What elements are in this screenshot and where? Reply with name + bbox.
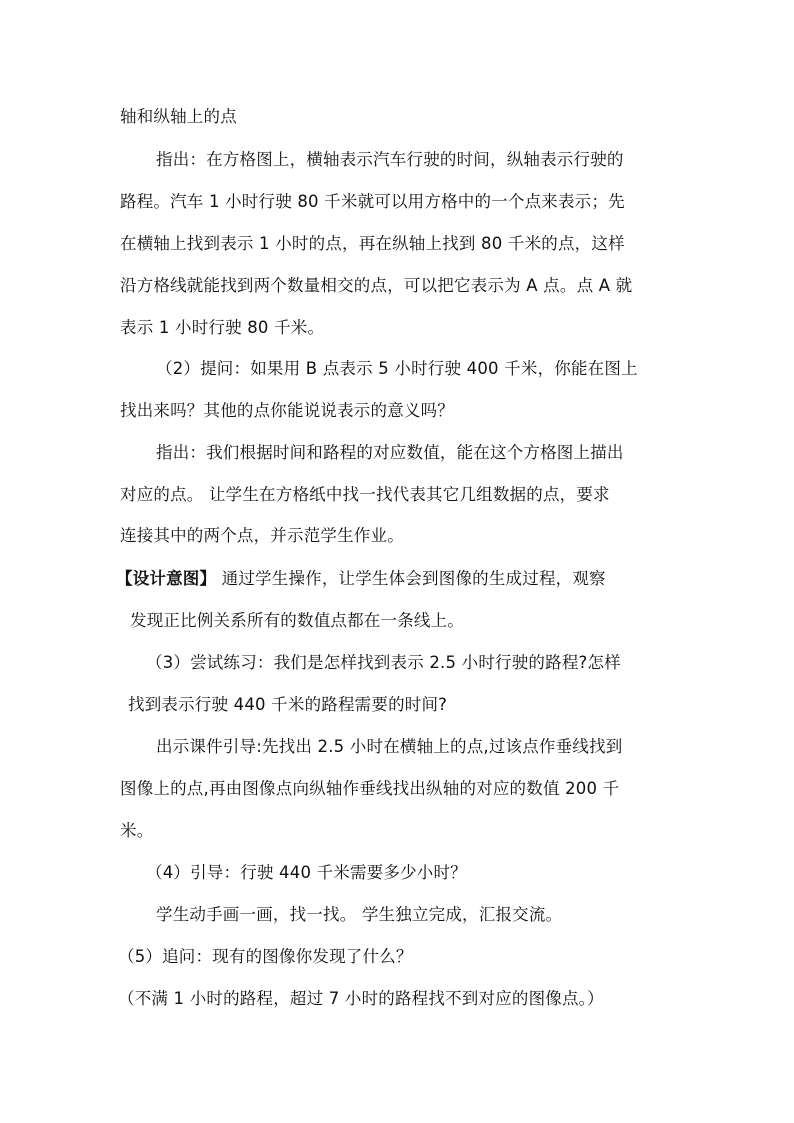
text-line-15: 找到表示行驶 440 千米的路程需要的时间? — [128, 695, 448, 714]
design-intent-line — [116, 568, 696, 590]
text-line-13: 发现正比例关系所有的数值点都在一条线上。 — [130, 611, 464, 630]
text-line-18: 米。 — [120, 821, 154, 840]
text-line-1: 轴和纵轴上的点 — [120, 107, 237, 126]
text-line-4: 在横轴上找到表示 1 小时的点，再在纵轴上找到 80 千米的点，这样 — [120, 234, 625, 253]
text-line-19: （4）引导：行驶 440 千米需要多少小时？ — [146, 863, 467, 882]
design-intent-text: 通过学生操作，让学生体会到图像的生成过程，观察 — [221, 569, 606, 588]
text-line-21: （5）追问：现有的图像你发现了什么？ — [118, 947, 413, 966]
text-line-14: （3）尝试练习：我们是怎样找到表示 2.5 小时行驶的路程?怎样 — [146, 653, 621, 672]
text-line-9: 指出：我们根据时间和路程的对应数值，能在这个方格图上描出 — [156, 443, 624, 462]
text-line-16: 出示课件引导:先找出 2.5 小时在横轴上的点,过该点作垂线找到 — [156, 737, 623, 756]
text-line-17: 图像上的点,再由图像点向纵轴作垂线找出纵轴的对应的数值 200 千 — [120, 779, 620, 798]
text-line-22: （不满 1 小时的路程，超过 7 小时的路程找不到对应的图像点。） — [118, 989, 604, 1008]
text-line-20: 学生动手画一画，找一找。 学生独立完成，汇报交流。 — [156, 905, 563, 924]
text-line-11: 连接其中的两个点，并示范学生作业。 — [120, 526, 404, 545]
text-line-5: 沿方格线就能找到两个数量相交的点，可以把它表示为 A 点。点 A 就 — [120, 276, 633, 295]
text-line-6: 表示 1 小时行驶 80 千米。 — [120, 318, 325, 337]
text-line-3: 路程。汽车 1 小时行驶 80 千米就可以用方格中的一个点来表示；先 — [120, 192, 625, 211]
text-line-2: 指出：在方格图上，横轴表示汽车行驶的时间，纵轴表示行驶的 — [156, 150, 624, 169]
text-line-8: 找出来吗？其他的点你能说说表示的意义吗？ — [120, 401, 454, 420]
text-line-7: （2）提问：如果用 B 点表示 5 小时行驶 400 千米，你能在图上 — [156, 359, 638, 378]
design-intent-label: 【设计意图】 — [116, 569, 217, 588]
text-line-10: 对应的点。 让学生在方格纸中找一找代表其它几组数据的点，要求 — [120, 485, 610, 504]
